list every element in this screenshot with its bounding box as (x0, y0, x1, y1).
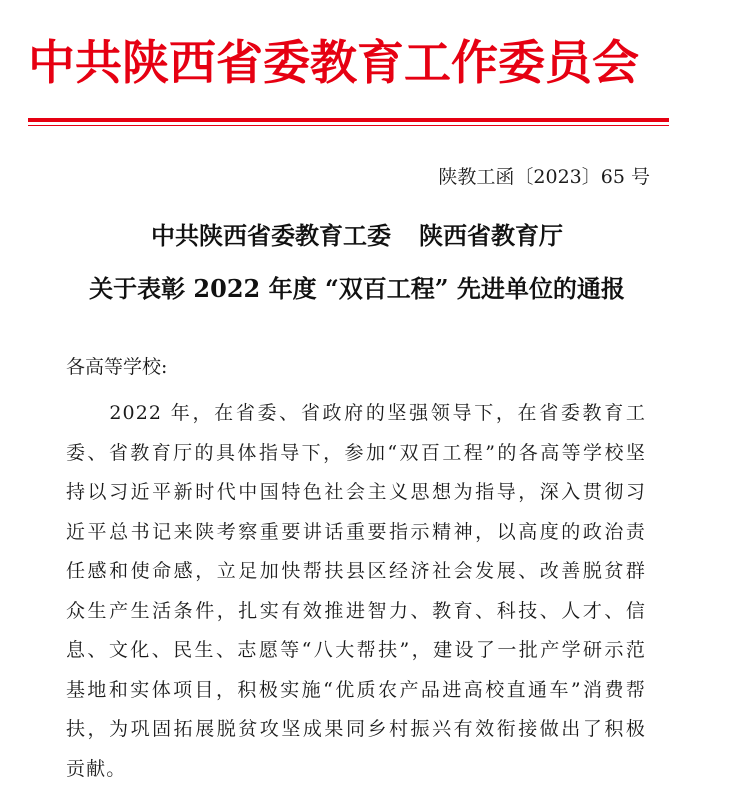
body-line: 息、文化、民生、志愿等“八大帮扶”，建设了一批产学研示范 (66, 631, 646, 671)
body-line: 众生产生活条件，扎实有效推进智力、教育、科技、人才、信 (66, 592, 646, 632)
masthead-thin-rule (28, 125, 669, 126)
masthead-thick-rule (28, 118, 669, 122)
issuer-education-department: 陕西省教育厅 (419, 221, 563, 250)
body-paragraph (66, 394, 646, 789)
body-line: 近平总书记来陕考察重要讲话重要指示精神，以高度的政治责 (66, 513, 646, 553)
salutation: 各高等学校: (66, 354, 167, 380)
body-line: 扶，为巩固拓展脱贫攻坚成果同乡村振兴有效衔接做出了积极 (66, 710, 646, 750)
body-line: 贡献。 (66, 750, 646, 789)
body-line: 任感和使命感，立足加快帮扶县区经济社会发展、改善脱贫群 (66, 552, 646, 592)
body-line: 基地和实体项目，积极实施“优质农产品进高校直通车”消费帮 (66, 671, 646, 711)
body-line: 2022 年，在省委、省政府的坚强领导下，在省委教育工 (66, 394, 646, 434)
body-line: 委、省教育厅的具体指导下，参加“双百工程”的各高等学校坚 (66, 434, 646, 474)
masthead-title: 中共陕西省委教育工作委员会 (28, 34, 668, 94)
issuer-party-committee: 中共陕西省委教育工委 (151, 221, 391, 250)
document-title-line-2: 关于表彰 2022 年度 “双百工程” 先进单位的通报 (0, 273, 722, 305)
document-title-line-1 (0, 220, 722, 252)
body-line: 持以习近平新时代中国特色社会主义思想为指导，深入贯彻习 (66, 473, 646, 513)
document-number: 陕教工函〔2023〕65 号 (438, 164, 650, 190)
